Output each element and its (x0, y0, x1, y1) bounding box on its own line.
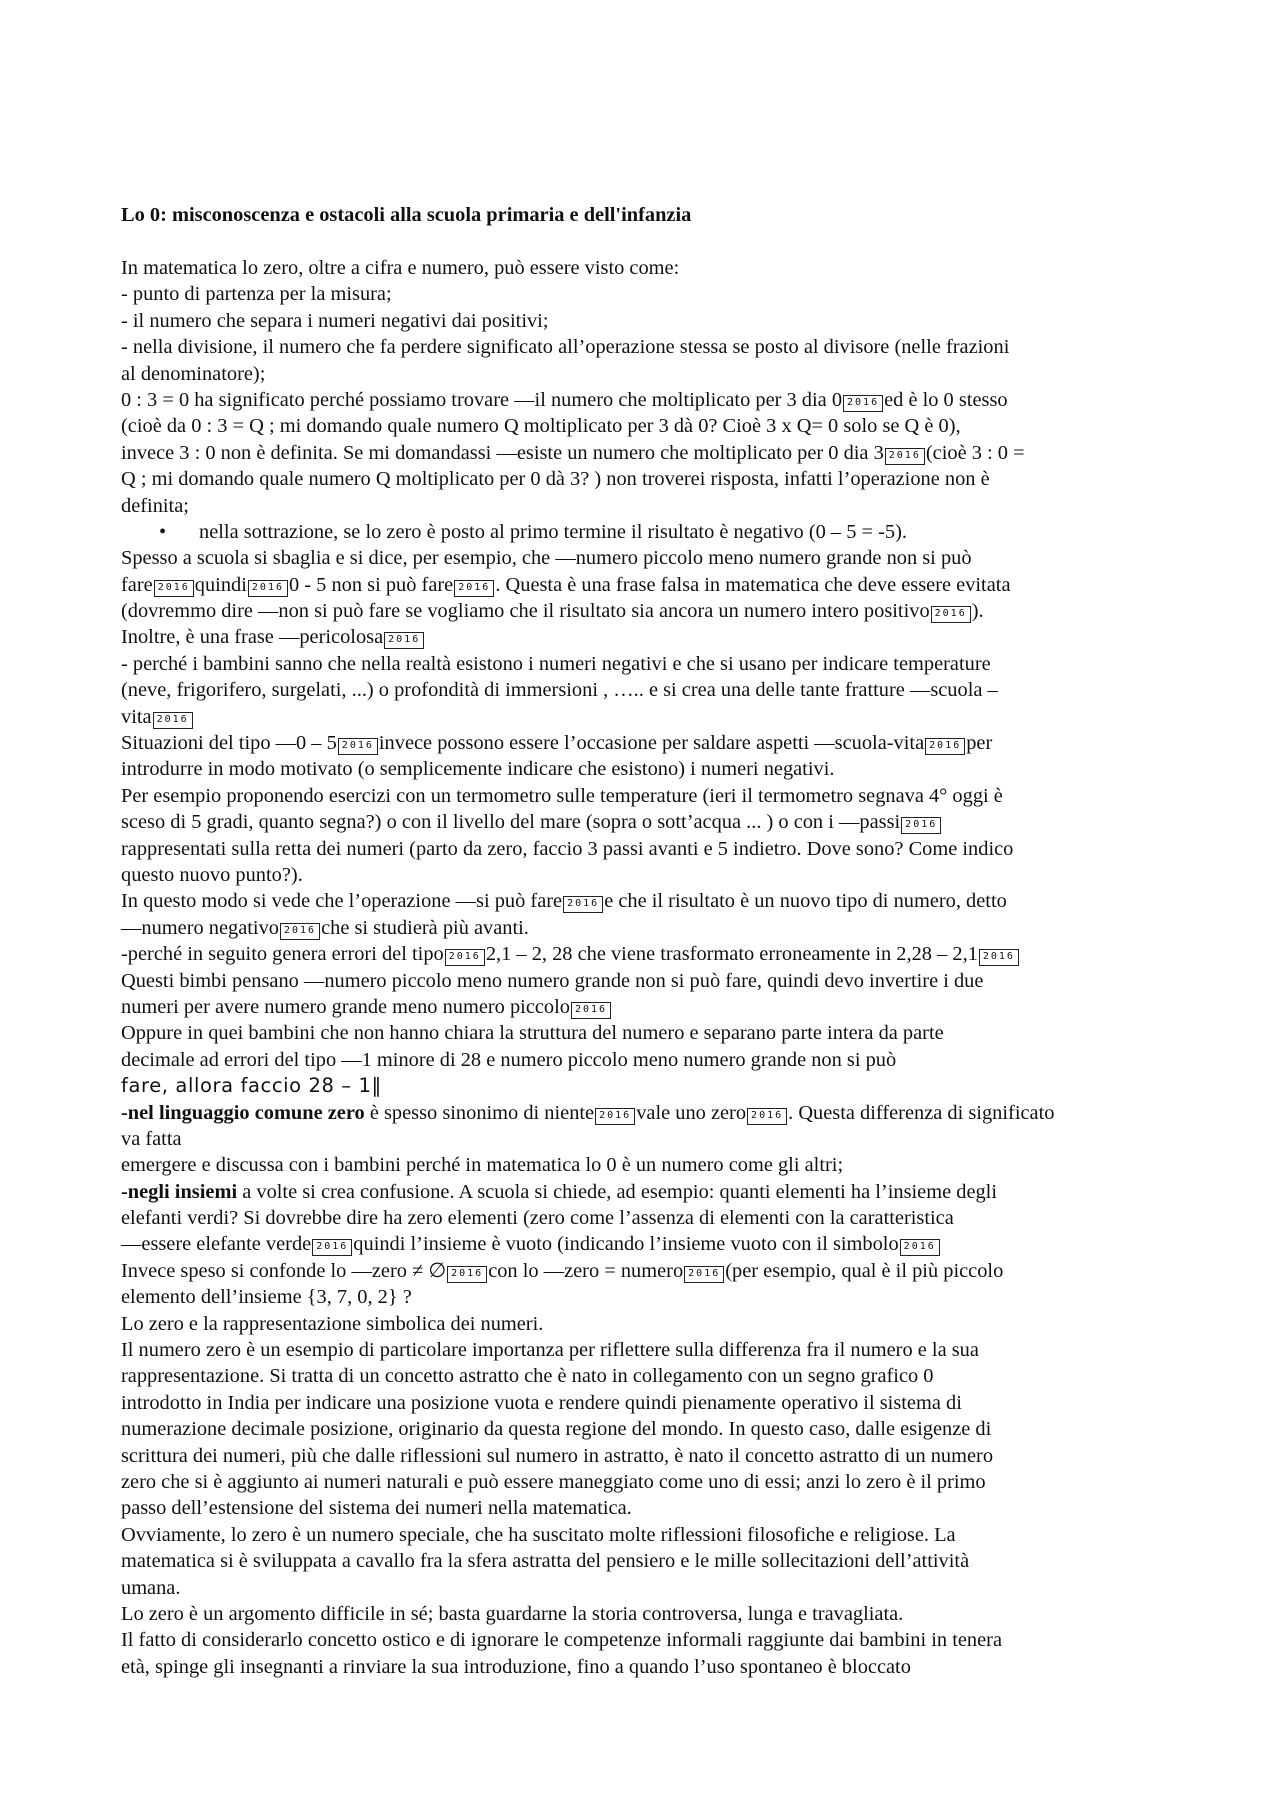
line-text: elemento dell’insieme {3, 7, 0, 2} ? (121, 1286, 412, 1309)
line-text: (dovremmo dire ―non si può fare se vogliamo che il risultato sia ancora un numero intero positivo (121, 600, 930, 623)
line-text: vale uno zero (636, 1101, 747, 1124)
text-line (121, 1575, 1166, 1601)
text-line (121, 1258, 1166, 1284)
line-text: zero che si è aggiunto ai numeri naturali e può essere maneggiato come uno di essi; anzi lo zero è il primo (121, 1470, 986, 1493)
text-line (121, 1495, 1166, 1521)
text-line (121, 387, 1166, 413)
missing-glyph-box: 2016 (571, 1002, 611, 1019)
bold-text: -negli insiemi (121, 1180, 238, 1203)
missing-glyph-box: 2016 (684, 1266, 724, 1283)
line-text: quindi (194, 573, 247, 596)
text-line (121, 1205, 1166, 1231)
text-line (121, 598, 1166, 624)
text-line (121, 1126, 1166, 1152)
line-text: Questi bimbi pensano ―numero piccolo meno numero grande non si può fare, quindi devo invertire i due (121, 969, 984, 992)
text-line (121, 519, 1166, 545)
line-text: (cioè da 0 : 3 = Q ; mi domando quale numero Q moltiplicato per 3 dà 0? Cioè 3 x Q= 0 solo se Q è 0), (121, 415, 961, 438)
text-line (121, 624, 1166, 650)
line-text: Il numero zero è un esempio di particolare importanza per riflettere sulla differenza fra il numero e la sua (121, 1339, 979, 1362)
text-line (121, 334, 1166, 360)
text-line (121, 1654, 1166, 1680)
missing-glyph-box: 2016 (153, 712, 193, 729)
line-text: In matematica lo zero, oltre a cifra e numero, può essere visto come: (121, 257, 680, 279)
line-text: (cioè 3 : 0 = (925, 441, 1025, 464)
text-line (121, 888, 1166, 914)
text-line (121, 836, 1166, 862)
line-text: ―essere elefante verde (121, 1233, 312, 1256)
text-line (121, 1443, 1166, 1469)
missing-glyph-box: 2016 (747, 1108, 787, 1125)
missing-glyph-box: 2016 (979, 949, 1019, 966)
text-line (121, 941, 1166, 967)
text-line (121, 994, 1166, 1020)
document-title: Lo 0: misconoscenza e ostacoli alla scuola primaria e dell'infanzia (121, 204, 692, 226)
line-text: fare, allora faccio 28 – 1‖ (121, 1074, 382, 1098)
text-line (121, 862, 1166, 888)
line-text: Per esempio proponendo esercizi con un termometro sulle temperature (ieri il termometro segnava 4° oggi è (121, 784, 1003, 807)
text-line (121, 255, 1166, 281)
line-text: numerazione decimale posizione, originario da questa regione del mondo. In questo caso, dalle esigenze di (121, 1418, 992, 1441)
text-line (121, 1073, 1166, 1099)
line-text: al denominatore); (121, 362, 266, 385)
line-text: emergere e discussa con i bambini perché in matematica lo 0 è un numero come gli altri; (121, 1154, 844, 1177)
line-text: rappresentazione. Si tratta di un concetto astratto che è nato in collegamento con un segno grafico 0 (121, 1365, 934, 1388)
line-text: matematica si è sviluppata a cavallo fra la sfera astratta del pensiero e le mille sollecitazioni dell’attività (121, 1550, 970, 1573)
text-line (121, 545, 1166, 571)
line-text: ―numero negativo (121, 916, 279, 939)
text-line (121, 413, 1166, 439)
text-line (121, 730, 1166, 756)
text-line (121, 968, 1166, 994)
line-text: che si studierà più avanti. (321, 916, 529, 939)
text-line (121, 440, 1166, 466)
missing-glyph-box: 2016 (901, 817, 941, 834)
line-text: età, spinge gli insegnanti a rinviare la sua introduzione, fino a quando l’uso spontaneo è bloccato (121, 1655, 911, 1678)
line-text: -perché in seguito genera errori del tipo (121, 943, 444, 966)
line-text: (per esempio, qual è il più piccolo (725, 1259, 1004, 1282)
line-text: - punto di partenza per la misura; (121, 283, 392, 306)
line-text: e che il risultato è un nuovo tipo di numero, detto (604, 890, 1007, 913)
document-body (121, 255, 1166, 1680)
text-line (121, 1047, 1166, 1073)
line-text: ). (971, 600, 984, 623)
line-text: Inoltre, è una frase ―pericolosa (121, 626, 384, 649)
line-text: rappresentati sulla retta dei numeri (parto da zero, faccio 3 passi avanti e 5 indietro. Dove sono? Come indico (121, 837, 1014, 860)
text-line (121, 1179, 1166, 1205)
line-text: Oppure in quei bambini che non hanno chiara la struttura del numero e separano parte intera da parte (121, 1022, 944, 1045)
line-text: Ovviamente, lo zero è un numero speciale, che ha suscitato molte riflessioni filosofiche e religiose. La (121, 1523, 956, 1546)
text-line (121, 756, 1166, 782)
text-line (121, 1522, 1166, 1548)
text-line (121, 493, 1166, 519)
line-text: è spesso sinonimo di niente (364, 1101, 595, 1124)
text-line (121, 1152, 1166, 1178)
line-text: questo nuovo punto?). (121, 863, 303, 886)
missing-glyph-box: 2016 (338, 738, 378, 755)
line-text: 0 - 5 non si può fare (289, 573, 454, 596)
text-line (121, 1100, 1166, 1126)
text-line (121, 1601, 1166, 1627)
line-text: introdotto in India per indicare una posizione vuota e rendere quindi pienamente operativo il sistema di (121, 1391, 962, 1414)
missing-glyph-box: 2016 (384, 632, 424, 649)
text-line (121, 1548, 1166, 1574)
text-line (121, 1627, 1166, 1653)
line-text: Lo zero e la rappresentazione simbolica dei numeri. (121, 1312, 544, 1335)
missing-glyph-box: 2016 (925, 738, 965, 755)
missing-glyph-box: 2016 (454, 580, 494, 597)
missing-glyph-box: 2016 (248, 580, 288, 597)
line-text: va fatta (121, 1127, 182, 1150)
missing-glyph-box: 2016 (445, 949, 485, 966)
line-text: - nella divisione, il numero che fa perdere significato all’operazione stessa se posto al divisore (nelle frazioni (121, 336, 1010, 359)
text-line (121, 572, 1166, 598)
line-text: introdurre in modo motivato (o semplicemente indicare che esistono) i numeri negativi. (121, 758, 835, 781)
line-text: passo dell’estensione del sistema dei numeri nella matematica. (121, 1497, 632, 1520)
missing-glyph-box: 2016 (447, 1266, 487, 1283)
text-line (121, 783, 1166, 809)
text-line (121, 1284, 1166, 1310)
missing-glyph-box: 2016 (280, 923, 320, 940)
text-line (121, 1469, 1166, 1495)
line-text: (neve, frigorifero, surgelati, ...) o profondità di immersioni , ….. e si crea una delle tante fratture ―scuola – (121, 679, 998, 702)
text-line (121, 809, 1166, 835)
text-line (121, 466, 1166, 492)
line-text: Lo zero è un argomento difficile in sé; basta guardarne la storia controversa, lunga e travagliata. (121, 1602, 904, 1625)
line-text: 2,1 – 2, 28 che viene trasformato erroneamente in 2,28 – 2,1 (485, 943, 978, 966)
line-text: - perché i bambini sanno che nella realtà esistono i numeri negativi e che si usano per indicare temperature (121, 652, 991, 675)
text-line (121, 915, 1166, 941)
text-line (121, 361, 1166, 387)
line-text: elefanti verdi? Si dovrebbe dire ha zero elementi (zero come l’assenza di elementi con la caratteristica (121, 1207, 954, 1230)
line-text: decimale ad errori del tipo ―1 minore di 28 e numero piccolo meno numero grande non si può (121, 1048, 897, 1071)
line-text: umana. (121, 1576, 181, 1599)
text-line (121, 704, 1166, 730)
missing-glyph-box: 2016 (312, 1239, 352, 1256)
line-text: Situazioni del tipo ―0 – 5 (121, 732, 337, 755)
line-text: - il numero che separa i numeri negativi dai positivi; (121, 309, 549, 332)
missing-glyph-box: 2016 (563, 896, 603, 913)
text-line (121, 1020, 1166, 1046)
text-line (121, 1390, 1166, 1416)
line-text: sceso di 5 gradi, quanto segna?) o con il livello del mare (sopra o sott’acqua ... ) o con i ―passi (121, 811, 901, 834)
bullet-dot: • (159, 520, 167, 543)
text-line (121, 1337, 1166, 1363)
line-text: scrittura dei numeri, più che dalle riflessioni sul numero in astratto, è nato il concetto astratto di un numero (121, 1444, 994, 1467)
text-line (121, 1363, 1166, 1389)
bold-text: -nel linguaggio comune zero (121, 1101, 365, 1124)
text-line (121, 281, 1166, 307)
line-text: . Questa differenza di significato (788, 1101, 1055, 1124)
line-text: per (966, 732, 993, 755)
line-text: quindi l’insieme è vuoto (indicando l’insieme vuoto con il simbolo (353, 1233, 899, 1256)
line-text: fare (121, 573, 153, 596)
text-line (121, 651, 1166, 677)
line-text: Invece speso si confonde lo ―zero ≠ ∅ (121, 1259, 447, 1282)
line-text: 0 : 3 = 0 ha significato perché possiamo trovare ―il numero che moltiplicato per 3 dia 0 (121, 388, 843, 411)
text-line (121, 308, 1166, 334)
line-text: definita; (121, 494, 189, 517)
line-text: Il fatto di considerarlo concetto ostico e di ignorare le competenze informali raggiunte dai bambini in tenera (121, 1629, 1002, 1652)
text-line (121, 677, 1166, 703)
missing-glyph-box: 2016 (931, 606, 971, 623)
line-text: nella sottrazione, se lo zero è posto al primo termine il risultato è negativo (0 – 5 = -5). (199, 520, 907, 543)
line-text: ed è lo 0 stesso (884, 388, 1008, 411)
line-text: Spesso a scuola si sbaglia e si dice, per esempio, che ―numero piccolo meno numero grande non si può (121, 547, 972, 570)
line-text: invece possono essere l’occasione per saldare aspetti ―scuola-vita (378, 732, 925, 755)
line-text: In questo modo si vede che l’operazione ―si può fare (121, 890, 563, 913)
missing-glyph-box: 2016 (595, 1108, 635, 1125)
line-text: invece 3 : 0 non è definita. Se mi domandassi ―esiste un numero che moltiplicato per 0 dia 3 (121, 441, 884, 464)
line-text: numeri per avere numero grande meno numero piccolo (121, 995, 570, 1018)
line-text: Q ; mi domando quale numero Q moltiplicato per 0 dà 3? ) non troverei risposta, infatti l’operazione non è (121, 468, 990, 491)
missing-glyph-box: 2016 (154, 580, 194, 597)
missing-glyph-box: 2016 (885, 448, 925, 465)
line-text: vita (121, 705, 152, 728)
line-text: . Questa è una frase falsa in matematica che deve essere evitata (495, 573, 1011, 596)
missing-glyph-box: 2016 (843, 395, 883, 412)
missing-glyph-box: 2016 (900, 1239, 940, 1256)
text-line (121, 1416, 1166, 1442)
text-line (121, 1311, 1166, 1337)
text-line (121, 1231, 1166, 1257)
line-text: con lo ―zero = numero (488, 1259, 684, 1282)
line-text: a volte si crea confusione. A scuola si chiede, ad esempio: quanti elementi ha l’insieme degli (237, 1180, 998, 1203)
